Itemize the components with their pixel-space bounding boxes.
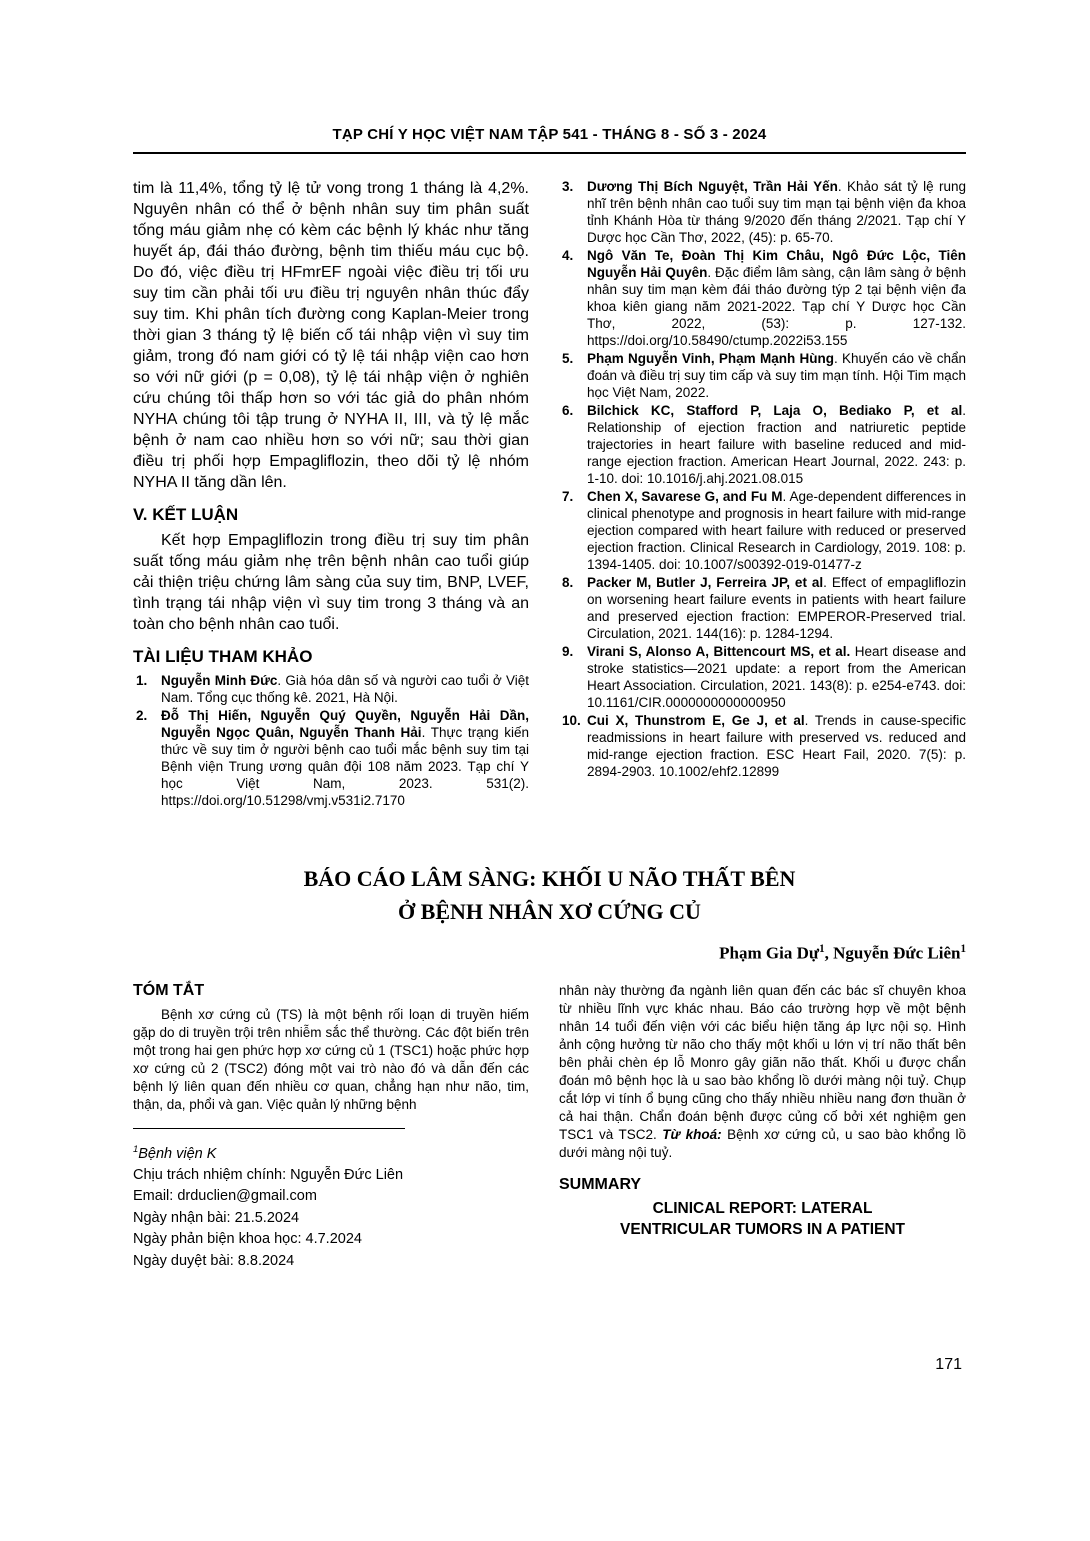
journal-header-title: TẠP CHÍ Y HỌC VIỆT NAM TẬP 541 - THÁNG 8 - SỐ 3 - 2024 — [332, 126, 767, 143]
reference-item — [133, 707, 529, 809]
summary-title — [559, 1198, 966, 1240]
conclusion-heading: V. KẾT LUẬN — [133, 505, 239, 524]
reference-item — [133, 672, 529, 706]
reference-text: . Khuyến cáo về chẩn đoán và điều trị suy tim cấp và suy tim mạn tính. Hội Tim mạch học Việt Nam, 2022. — [587, 351, 966, 400]
reference-number: 9. — [562, 644, 574, 659]
article2-right-column — [559, 982, 966, 1273]
footnote-affiliation — [133, 1138, 529, 1165]
reference-text: . Effect of empagliflozin on worsening heart failure events in patients with heart failure and preserved ejection fraction: EMPEROR-Preserved trial. Circulation, 2021. 144(16): p. 1284-1294. — [587, 575, 967, 641]
reference-authors: Nguyễn Minh Đức — [161, 673, 278, 688]
keywords-label: Từ khoá: — [662, 1126, 722, 1142]
footnote-received-date: Ngày nhận bài: 21.5.2024 — [133, 1209, 300, 1226]
reference-authors: Virani S, Alonso A, Bittencourt MS, et al. — [587, 644, 851, 659]
footnote-reviewed-date: Ngày phản biện khoa học: 4.7.2024 — [133, 1231, 362, 1248]
article2-left-column — [133, 982, 529, 1273]
footnote-affiliation-name: Bệnh viện K — [138, 1145, 217, 1162]
reference-number: 1. — [136, 673, 148, 688]
footnote-responsible-author: Chịu trách nhiệm chính: Nguyễn Đức Liên — [133, 1166, 404, 1183]
author-name: Nguyễn Đức Liên — [833, 943, 961, 963]
references-heading: TÀI LIỆU THAM KHẢO — [133, 647, 313, 666]
reference-text: . Trends in cause-specific readmissions in heart failure with preserved vs. reduced and mid-range ejection fraction. ESC Heart Fail, 2020. 7(5): p. 2894-2903. 10.1002/ehf2.12899 — [587, 713, 966, 779]
abstract-paragraph-right — [559, 982, 966, 1162]
footnote-affiliation-marker: 1 — [133, 1142, 139, 1154]
page-number: 171 — [935, 1356, 962, 1373]
discussion-continuation-paragraph: tim là 11,4%, tổng tỷ lệ tử vong trong 1 tháng là 4,2%. Nguyên nhân có thể ở bệnh nhân suy tim phân suất tống máu giảm nhẹ có kèm các bệnh lý khác như tăng huyết áp, đái tháo đường, bệnh tim thiếu máu cục bộ. Do đó, việc điều trị HFmrEF ngoài việc điều trị tối ưu suy tim cần phải tối ưu điều trị nguyên nhân thúc đẩy suy tim. Khi phân tích đường cong Kaplan-Meier trong thời gian 3 tháng tỷ lệ biến cố tái nhập viện vì suy tim giảm, trong đó nam giới có tỷ lệ tái nhập viện cao hơn so với nữ giới (p = 0,08), tỷ lệ tái nhập viện ở nghiên cứu chúng tôi thấp hơn so với tác giả do phân nhóm NYHA chúng tôi tập trung ở NYHA II, III, và tỷ lệ mắc bệnh ở nam cao nhiều hơn so với nữ; sau thời gian điều trị phối hợp Empagliflozin, theo dõi tỷ lệ nhóm NYHA II tăng dần lên. — [133, 180, 529, 491]
article2-title — [133, 862, 966, 928]
reference-authors: Dương Thị Bích Nguyệt, Trần Hải Yến — [587, 179, 838, 194]
keywords-text: Bệnh xơ cứng củ, u sao bào khổng lồ dưới màng nội tuỷ. — [559, 1126, 966, 1160]
reference-text: . Thực trạng kiến thức về suy tim ở người bệnh cao tuổi mắc bệnh suy tim tại Bệnh viện Trung ương quân đội 108 năm 2023. Tạp chí Y học Việt Nam, 2023. 531(2). https://doi.org/10.51298/vmj.v531i2.7170 — [161, 725, 529, 808]
reference-number: 7. — [562, 489, 574, 504]
summary-heading: SUMMARY — [559, 1175, 642, 1193]
reference-number: 4. — [562, 248, 574, 263]
reference-authors: Chen X, Savarese G, and Fu M — [587, 489, 783, 504]
reference-item — [559, 488, 966, 573]
reference-text: . Khảo sát tỷ lệ rung nhĩ trên bệnh nhân cao tuổi suy tim mạn tại bệnh viện đa khoa tỉnh Khánh Hòa từ tháng 9/2020 đến tháng 2/2021. Tạp chí Y Dược học Cần Thơ, 2022, (45): p. 65-70. — [587, 179, 967, 245]
reference-item — [559, 643, 966, 711]
reference-authors: Đỗ Thị Hiến, Nguyễn Quý Quyền, Nguyễn Hải Dần, Nguyễn Ngọc Quân, Nguyễn Thanh Hải — [161, 708, 529, 740]
reference-authors: Cui X, Thunstrom E, Ge J, et al — [587, 713, 805, 728]
summary-title-line2: VENTRICULAR TUMORS IN A PATIENT — [619, 1220, 906, 1238]
reference-item — [559, 402, 966, 487]
article2-section — [133, 862, 966, 1272]
reference-number: 5. — [562, 351, 574, 366]
author-affiliation-marker: 1 — [960, 943, 966, 955]
reference-number: 3. — [562, 179, 574, 194]
reference-authors: Ngô Văn Te, Đoàn Thị Kim Châu, Ngô Đức Lộc, Tiên Nguyễn Hải Quyên — [587, 248, 966, 280]
footnote-divider — [133, 1128, 405, 1129]
footnote-accepted-date: Ngày duyệt bài: 8.8.2024 — [133, 1252, 295, 1269]
reference-authors: Bilchick KC, Stafford P, Laja O, Bediako P, et al — [587, 403, 963, 418]
article2-title-line1: BÁO CÁO LÂM SÀNG: KHỐI U NÃO THẤT BÊN — [303, 866, 796, 891]
reference-text: . Già hóa dân số và người cao tuổi ở Việt Nam. Tổng cục thống kê. 2021, Hà Nội. — [161, 673, 530, 705]
reference-text: . Relationship of ejection fraction and natriuretic peptide trajectories in heart failure with baseline reduced and mid-range ejection fraction. American Heart Journal, 2022. 243: p. 1-10. doi: 10.1016/j.ahj.2021.08.015 — [587, 403, 966, 486]
references-list-left — [133, 672, 529, 809]
authors-separator: , — [824, 943, 834, 963]
reference-item — [559, 712, 966, 780]
reference-item — [559, 350, 966, 401]
reference-number: 6. — [562, 403, 574, 418]
author-name: Phạm Gia Dự — [719, 943, 820, 963]
footnote-block — [133, 1128, 529, 1273]
references-list-right — [559, 178, 966, 780]
article1-right-column — [559, 178, 966, 810]
article2-columns — [133, 982, 966, 1273]
article2-title-line2: Ở BỆNH NHÂN XƠ CỨNG CỦ — [398, 899, 701, 924]
article2-authors — [133, 943, 966, 964]
reference-number: 8. — [562, 575, 574, 590]
reference-item — [559, 574, 966, 642]
author-affiliation-marker: 1 — [819, 943, 825, 955]
article1-section — [133, 178, 966, 810]
reference-text: . Đặc điểm lâm sàng, cận lâm sàng ở bệnh nhân suy tim mạn kèm đái tháo đường týp 2 tại bệnh viện đa khoa kiên giang năm 2021-2022. Tạp chí Y Dược học Cần Thơ, 2022, (53): p. 127-132. https://doi.org/10.58490/ctump.2022i53.155 — [587, 265, 966, 348]
reference-authors: Packer M, Butler J, Ferreira JP, et al — [587, 575, 824, 590]
reference-item — [559, 178, 966, 246]
abstract-heading: TÓM TẮT — [133, 981, 205, 999]
reference-text: Heart disease and stroke statistics—2021 update: a report from the American Heart Association. Circulation, 2021. 143(8): p. e254-e743. doi: 10.1161/CIR.0000000000000950 — [587, 644, 966, 710]
conclusion-paragraph: Kết hợp Empagliflozin trong điều trị suy tim phân suất tống máu giảm nhẹ trên bệnh nhân cao tuổi giúp cải thiện triệu chứng lâm sàng của suy tim, BNP, LVEF, tình trạng tái nhập viện vì suy tim trong 3 tháng và an toàn cho bệnh nhân cao tuổi. — [133, 532, 529, 633]
summary-title-line1: CLINICAL REPORT: LATERAL — [652, 1199, 873, 1217]
page-header — [133, 126, 966, 154]
abstract-continuation-text: nhân này thường đa ngành liên quan đến các bác sĩ chuyên khoa từ nhiều lĩnh vực khác nhau. Báo cáo trường hợp về một bệnh nhân 14 tuổi đến viện với các biểu hiện tăng áp lực nội sọ. Hình ảnh cộng hưởng từ não cho thấy một khối u lớn vị trí não thất bên bên phải chèn ép lỗ Monro gây giãn não thất. Khối u được chẩn đoán mô bệnh học là u sao bào khổng lồ dưới màng nội tuỷ. Chụp cắt lớp vi tính ổ bụng cũng cho thấy nhiều nhiều nang đơn thuần ở cả hai thận. Chẩn đoán bệnh được củng cố bởi xét nghiệm gen TSC1 và TSC2. — [559, 982, 966, 1142]
reference-authors: Phạm Nguyễn Vinh, Phạm Mạnh Hùng — [587, 351, 834, 366]
reference-text: . Age-dependent differences in clinical phenotype and prognosis in heart failure with mid-range ejection compared with heart failure with reduced or preserved ejection fraction. Clinical Research in Cardiology, 2019. 108: p. 1394-1405. doi: 10.1007/s00392-019-01477-z — [587, 489, 967, 572]
reference-number: 2. — [136, 708, 148, 723]
article1-left-column — [133, 178, 529, 810]
footnote-email: Email: drduclien@gmail.com — [133, 1188, 317, 1205]
reference-number: 10. — [562, 713, 581, 728]
reference-item — [559, 247, 966, 349]
abstract-paragraph-left: Bệnh xơ cứng củ (TS) là một bệnh rối loạn di truyền hiếm gặp do di truyền trội trên nhiễm sắc thể thường. Các đột biến trên một trong hai gen phức hợp xơ cứng củ 1 (TSC1) hoặc phức hợp xơ cứng củ 2 (TSC2) đóng một vai trò nào đó và dẫn đến các bệnh lý liên quan đến nhiều cơ quan, chẳng hạn như não, tim, thận, da, phổi và gan. Việc quản lý những bệnh — [133, 1006, 529, 1112]
